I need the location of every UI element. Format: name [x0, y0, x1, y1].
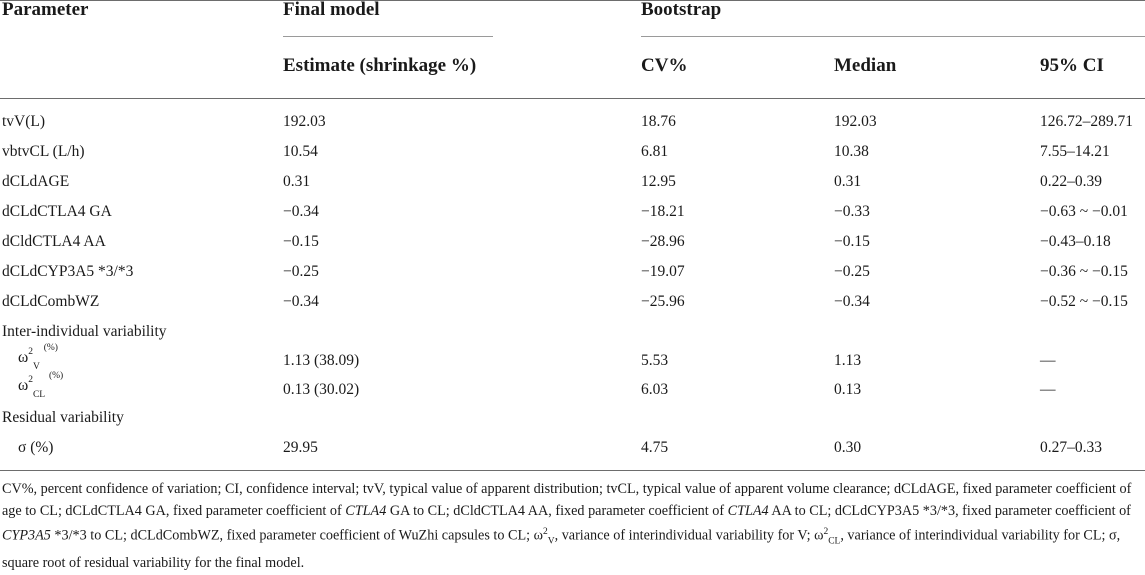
- cell-ci: 126.72–289.71: [1040, 113, 1133, 130]
- cell-estimate: 0.31: [283, 173, 311, 190]
- cell-ci: —: [1040, 352, 1056, 369]
- footnote-superscript: 2: [542, 527, 548, 538]
- cell-median: −0.25: [834, 263, 870, 280]
- cell-cv: 5.53: [641, 352, 669, 369]
- omega-symbol: ω: [18, 377, 29, 395]
- cell-param: dCLdCTLA4 GA: [2, 203, 112, 220]
- cell-estimate: −0.34: [283, 203, 319, 220]
- footnote-text: GA to CL; dCldCTLA4 AA, fixed parameter coefficient of: [386, 502, 728, 519]
- cell-median: −0.15: [834, 233, 870, 250]
- header-rule: [0, 98, 1145, 99]
- footnote-text: , variance of interindividual variability for CL; σ, square root of residual variability for the final model.: [2, 527, 1121, 572]
- cell-estimate: 1.13 (38.09): [283, 352, 360, 369]
- footnote-gene: CTLA4: [727, 502, 769, 519]
- header-parameter: Parameter: [2, 0, 89, 20]
- table-footnote: [2, 479, 1140, 575]
- cell-param: σ (%): [18, 439, 54, 456]
- cell-ci: —: [1040, 381, 1056, 398]
- cell-estimate: −0.34: [283, 293, 319, 310]
- cell-ci: −0.36 ~ −0.15: [1040, 263, 1128, 280]
- cell-cv: 6.03: [641, 381, 669, 398]
- cell-estimate: −0.15: [283, 233, 319, 250]
- cell-median: 0.13: [834, 381, 862, 398]
- cell-cv: −18.21: [641, 203, 685, 220]
- cell-param: [18, 371, 64, 401]
- cell-cv: −25.96: [641, 293, 685, 310]
- cell-cv: 4.75: [641, 439, 669, 456]
- top-rule: [0, 0, 1145, 1]
- unit-superscript: (%): [43, 343, 58, 353]
- cell-ci: −0.52 ~ −0.15: [1040, 293, 1128, 310]
- section-iiv-label: Inter-individual variability: [2, 323, 167, 340]
- cell-estimate: 10.54: [283, 143, 318, 160]
- cell-param: dCldCTLA4 AA: [2, 233, 106, 250]
- cell-param: dCLdCYP3A5 *3/*3: [2, 263, 134, 280]
- omega-subscript: CL: [32, 390, 46, 401]
- cell-cv: 6.81: [641, 143, 669, 160]
- section-residual-label: Residual variability: [2, 409, 124, 426]
- header-median: Median: [834, 55, 897, 76]
- bottom-rule: [0, 470, 1145, 471]
- cell-median: 1.13: [834, 352, 862, 369]
- cell-estimate: 29.95: [283, 439, 318, 456]
- cell-estimate: 192.03: [283, 113, 326, 130]
- omega-subscript: V: [32, 362, 40, 373]
- cell-median: 0.31: [834, 173, 862, 190]
- cell-median: 192.03: [834, 113, 877, 130]
- cell-estimate: 0.13 (30.02): [283, 381, 360, 398]
- footnote-subscript: V: [547, 536, 555, 547]
- cell-param: [18, 343, 58, 373]
- cell-median: 0.30: [834, 439, 862, 456]
- header-cv: CV%: [641, 55, 688, 76]
- cell-ci: −0.63 ~ −0.01: [1040, 203, 1128, 220]
- cell-estimate: −0.25: [283, 263, 319, 280]
- bootstrap-group-rule: [641, 36, 1145, 37]
- cell-cv: 12.95: [641, 173, 676, 190]
- omega-symbol: ω: [18, 349, 29, 367]
- cell-param: dCLdAGE: [2, 173, 70, 190]
- final-model-group-rule: [283, 36, 493, 37]
- cell-ci: 0.22–0.39: [1040, 173, 1102, 190]
- cell-median: −0.33: [834, 203, 870, 220]
- footnote-gene: CTLA4: [345, 502, 387, 519]
- cell-cv: −28.96: [641, 233, 685, 250]
- omega-superscript: 2: [28, 347, 33, 357]
- cell-ci: 7.55–14.21: [1040, 143, 1110, 160]
- header-estimate: Estimate (shrinkage %): [283, 55, 477, 76]
- cell-ci: −0.43–0.18: [1040, 233, 1111, 250]
- header-final-model: Final model: [283, 0, 380, 20]
- footnote-superscript: 2: [823, 527, 829, 538]
- footnote-subscript: CL: [828, 536, 841, 547]
- footnote-text: CV%, percent confidence of variation; CI, confidence interval; tvV, typical value of apparent distribution; tvCL, typical value of apparent volume clearance; dCLdAGE, fixed parameter coefficient of age to CL; dCLdCTLA4 GA, fixed parameter coefficient of: [2, 481, 1132, 519]
- header-ci: 95% CI: [1040, 55, 1104, 76]
- footnote-text: , variance of interindividual variability for V; ω: [554, 527, 824, 544]
- header-bootstrap: Bootstrap: [641, 0, 722, 20]
- footnote-text: AA to CL; dCLdCYP3A5 *3/*3, fixed parameter coefficient of: [768, 502, 1131, 519]
- cell-ci: 0.27–0.33: [1040, 439, 1102, 456]
- footnote-text: *3/*3 to CL; dCLdCombWZ, fixed parameter coefficient of WuZhi capsules to CL; ω: [50, 527, 543, 544]
- unit-superscript: (%): [48, 371, 64, 381]
- cell-median: −0.34: [834, 293, 870, 310]
- cell-cv: 18.76: [641, 113, 676, 130]
- cell-param: vbtvCL (L/h): [2, 143, 85, 160]
- cell-param: tvV(L): [2, 113, 46, 130]
- cell-cv: −19.07: [641, 263, 685, 280]
- cell-param: dCLdCombWZ: [2, 293, 100, 310]
- omega-superscript: 2: [28, 375, 33, 385]
- cell-median: 10.38: [834, 143, 869, 160]
- footnote-gene: CYP3A5: [2, 527, 51, 544]
